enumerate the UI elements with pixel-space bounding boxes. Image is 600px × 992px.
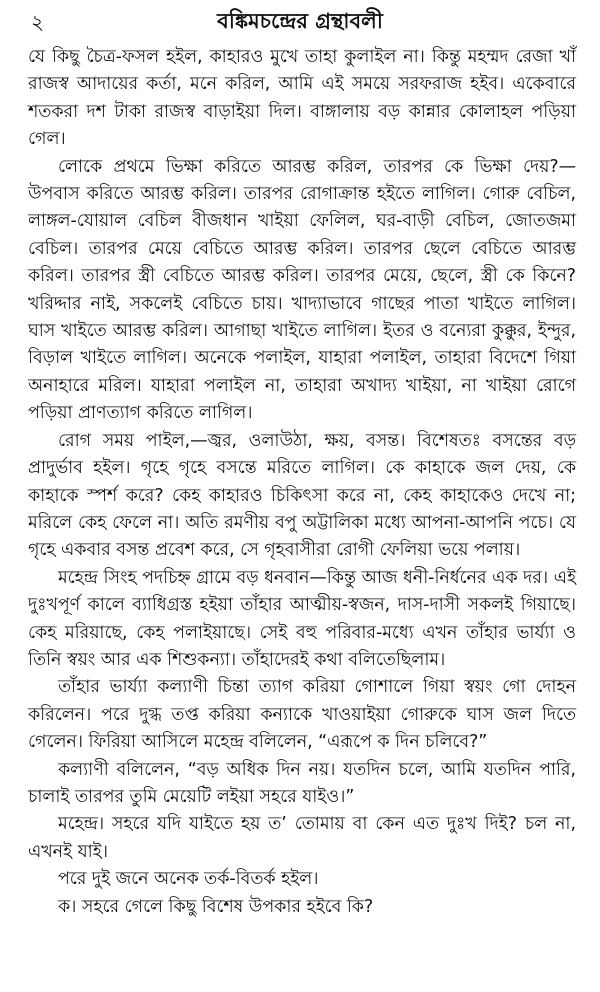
page-number: ২: [31, 10, 45, 34]
running-head: বঙ্কিমচন্দ্রের গ্রন্থাবলী: [217, 9, 383, 33]
paragraph: মহেন্দ্র সিংহ পদচিহ্ন গ্রামে বড় ধনবান—কিন্তু আজ ধনী-নির্ধনের এক দর। এই দুঃখপূর্ণ কালে ব্যাধিগ্রস্ত হইয়া তাঁহার আত্মীয়-স্বজন, দাস-দাসী সকলই গিয়াছে। কেহ মরিয়াছে, কেহ পলাইয়াছে। সেই বহু পরিবার-মধ্যে এখন তাঁহার ভার্য্যা ও তিনি স্বয়ং আর এক শিশুকন্যা। তাঁহাদেরই কথা বলিতেছিলাম।: [28, 567, 576, 670]
dialogue-line: কল্যাণী বলিলেন, “বড় অধিক দিন নয়। যতদিন চলে, আমি যতদিন পারি, চালাই তারপর তুমি মেয়েটি লইয়া সহরে যাইও।”: [28, 759, 576, 807]
dialogue-line: পরে দুই জনে অনেক তর্ক-বিতর্ক হইল।: [58, 869, 319, 890]
paragraph: যে কিছু চৈত্র-ফসল হইল, কাহারও মুখে তাহা কুলাইল না। কিন্তু মহম্মদ রেজা খাঁ রাজস্ব আদায়ের কর্তা, মনে করিল, আমি এই সময়ে সরফরাজ হইব। একেবারে শতকরা দশ টাকা রাজস্ব বাড়াইয়া দিল। বাঙ্গালায় বড় কান্নার কোলাহল পড়িয়া গেল।: [28, 47, 576, 150]
dialogue-line: মহেন্দ্র। সহরে যদি যাইতে হয় ত’ তোমায় বা কেন এত দুঃখ দিই? চল না, এখনই যাই।: [28, 814, 576, 862]
paragraph: রোগ সময় পাইল,—জ্বর, ওলাউঠা, ক্ষয়, বসন্ত। বিশেষতঃ বসন্তের বড় প্রাদুর্ভাব হইল। গৃহে গৃহে বসন্তে মরিতে লাগিল। কে কাহাকে জল দেয়, কে কাহাকে স্পর্শ করে? কেহ কাহারও চিকিৎসা করে না, কেহ কাহাকেও দেখে না; মরিলে কেহ ফেলে না। অতি রমণীয় বপু অট্টালিকা মধ্যে আপনা-আপনি পচে। যে গৃহে একবার বসন্ত প্রবেশ করে, সে গৃহবাসীরা রোগী ফেলিয়া ভয়ে পলায়।: [28, 430, 576, 561]
paragraph: লোকে প্রথমে ভিক্ষা করিতে আরম্ভ করিল, তারপর কে ভিক্ষা দেয়?— উপবাস করিতে আরম্ভ করিল। তারপর রোগাক্রান্ত হইতে লাগিল। গোরু বেচিল, লাঙ্গল-যোয়াল বেচিল বীজধান খাইয়া ফেলিল, ঘর-বাড়ী বেচিল, জোতজমা বেচিল। তারপর মেয়ে বেচিতে আরম্ভ করিল। তারপর ছেলে বেচিতে আরম্ভ করিল। তারপর স্ত্রী বেচিতে আরম্ভ করিল। তারপর মেয়ে, ছেলে, স্ত্রী কে কিনে? খরিদ্দার নাই, সকলেই বেচিতে চায়। খাদ্যাভাবে গাছের পাতা খাইতে লাগিল। ঘাস খাইতে আরম্ভ করিল। আগাছা খাইতে লাগিল। ইতর ও বন্যেরা কুক্কুর, ইন্দুর, বিড়াল খাইতে লাগিল। অনেকে পলাইল, যাহারা পলাইল, তাহারা বিদেশে গিয়া অনাহারে মরিল। যাহারা পলাইল না, তাহারা অখাদ্য খাইয়া, না খাইয়া রোগে পড়িয়া প্রাণত্যাগ করিতে লাগিল।: [28, 156, 576, 424]
paragraph: তাঁহার ভার্য্যা কল্যাণী চিন্তা ত্যাগ করিয়া গোশালে গিয়া স্বয়ং গো দোহন করিলেন। পরে দুগ্ধ তপ্ত করিয়া কন্যাকে খাওয়াইয়া গোরুকে ঘাস জল দিতে গেলেন। ফিরিয়া আসিলে মহেন্দ্র বলিলেন, “এরূপে ক দিন চলিবে?”: [28, 677, 576, 753]
dialogue-line: ক। সহরে গেলে কিছু বিশেষ উপকার হইবে কি?: [58, 896, 374, 917]
body-text: [28, 44, 576, 921]
